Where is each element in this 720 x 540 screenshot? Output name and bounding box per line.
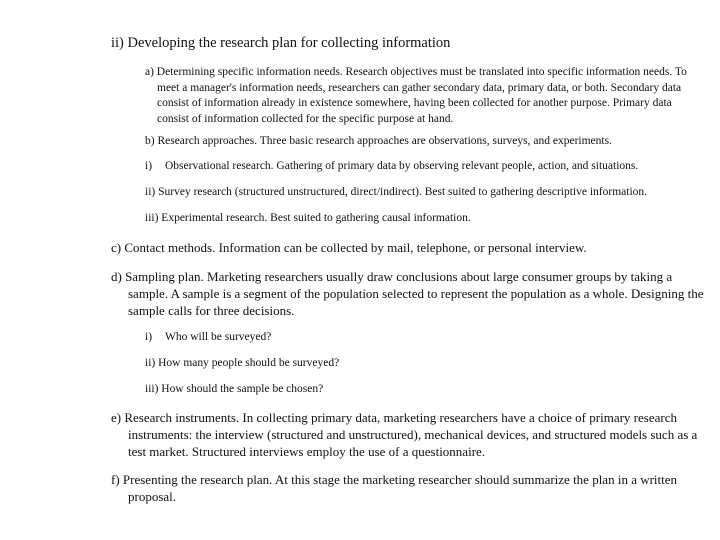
list-marker: i)	[145, 331, 153, 343]
section-heading: ii) Developing the research plan for collecting information	[111, 35, 451, 51]
list-text: Who will be surveyed?	[165, 331, 272, 343]
list-item-who-surveyed	[145, 330, 271, 346]
paragraph-research-instruments: e) Research instruments. In collecting primary data, marketing researchers have a choice of primary research instruments: the interview (structured and unstructured), mechanical devices, and structured models such as a test market. Structured interviews employ the use of a questionnaire.	[111, 410, 698, 459]
list-text: Experimental research. Best suited to gathering causal information.	[161, 212, 471, 224]
paragraph-presenting-plan: f) Presenting the research plan. At this stage the marketing researcher should summarize the plan in a written proposal.	[111, 472, 678, 504]
list-item-survey	[145, 185, 647, 201]
list-text: How many people should be surveyed?	[158, 357, 340, 369]
list-item-how-chosen	[145, 382, 323, 398]
list-marker: iii)	[145, 212, 159, 224]
list-item-how-many	[145, 356, 339, 372]
paragraph-information-needs: a) Determining specific information needs. Research objectives must be translated into specific information needs. To meet a manager's information needs, researchers can gather secondary data, primary data, or both. Secondary data consist of information already in existence somewhere, having been collected for another purpose. Primary data consist of information collected for the specific purpose at hand.	[145, 66, 687, 125]
list-marker: i)	[145, 160, 153, 172]
list-text: How should the sample be chosen?	[161, 383, 324, 395]
paragraph-research-approaches: b) Research approaches. Three basic research approaches are observations, surveys, and experiments.	[145, 135, 612, 147]
paragraph-contact-methods: c) Contact methods. Information can be collected by mail, telephone, or personal interview.	[111, 240, 587, 255]
list-text: Survey research (structured unstructured, direct/indirect). Best suited to gathering descriptive information.	[158, 186, 648, 198]
list-item-observational	[145, 159, 638, 175]
list-item-experimental	[145, 211, 471, 227]
list-text: Observational research. Gathering of primary data by observing relevant people, action, and situations.	[165, 160, 639, 172]
list-marker: ii)	[145, 357, 156, 369]
paragraph-sampling-plan: d) Sampling plan. Marketing researchers usually draw conclusions about large consumer groups by taking a sample. A sample is a segment of the population selected to represent the population as a whole. Designing the sample calls for three decisions.	[111, 269, 704, 318]
list-marker: iii)	[145, 383, 159, 395]
list-marker: ii)	[145, 186, 156, 198]
